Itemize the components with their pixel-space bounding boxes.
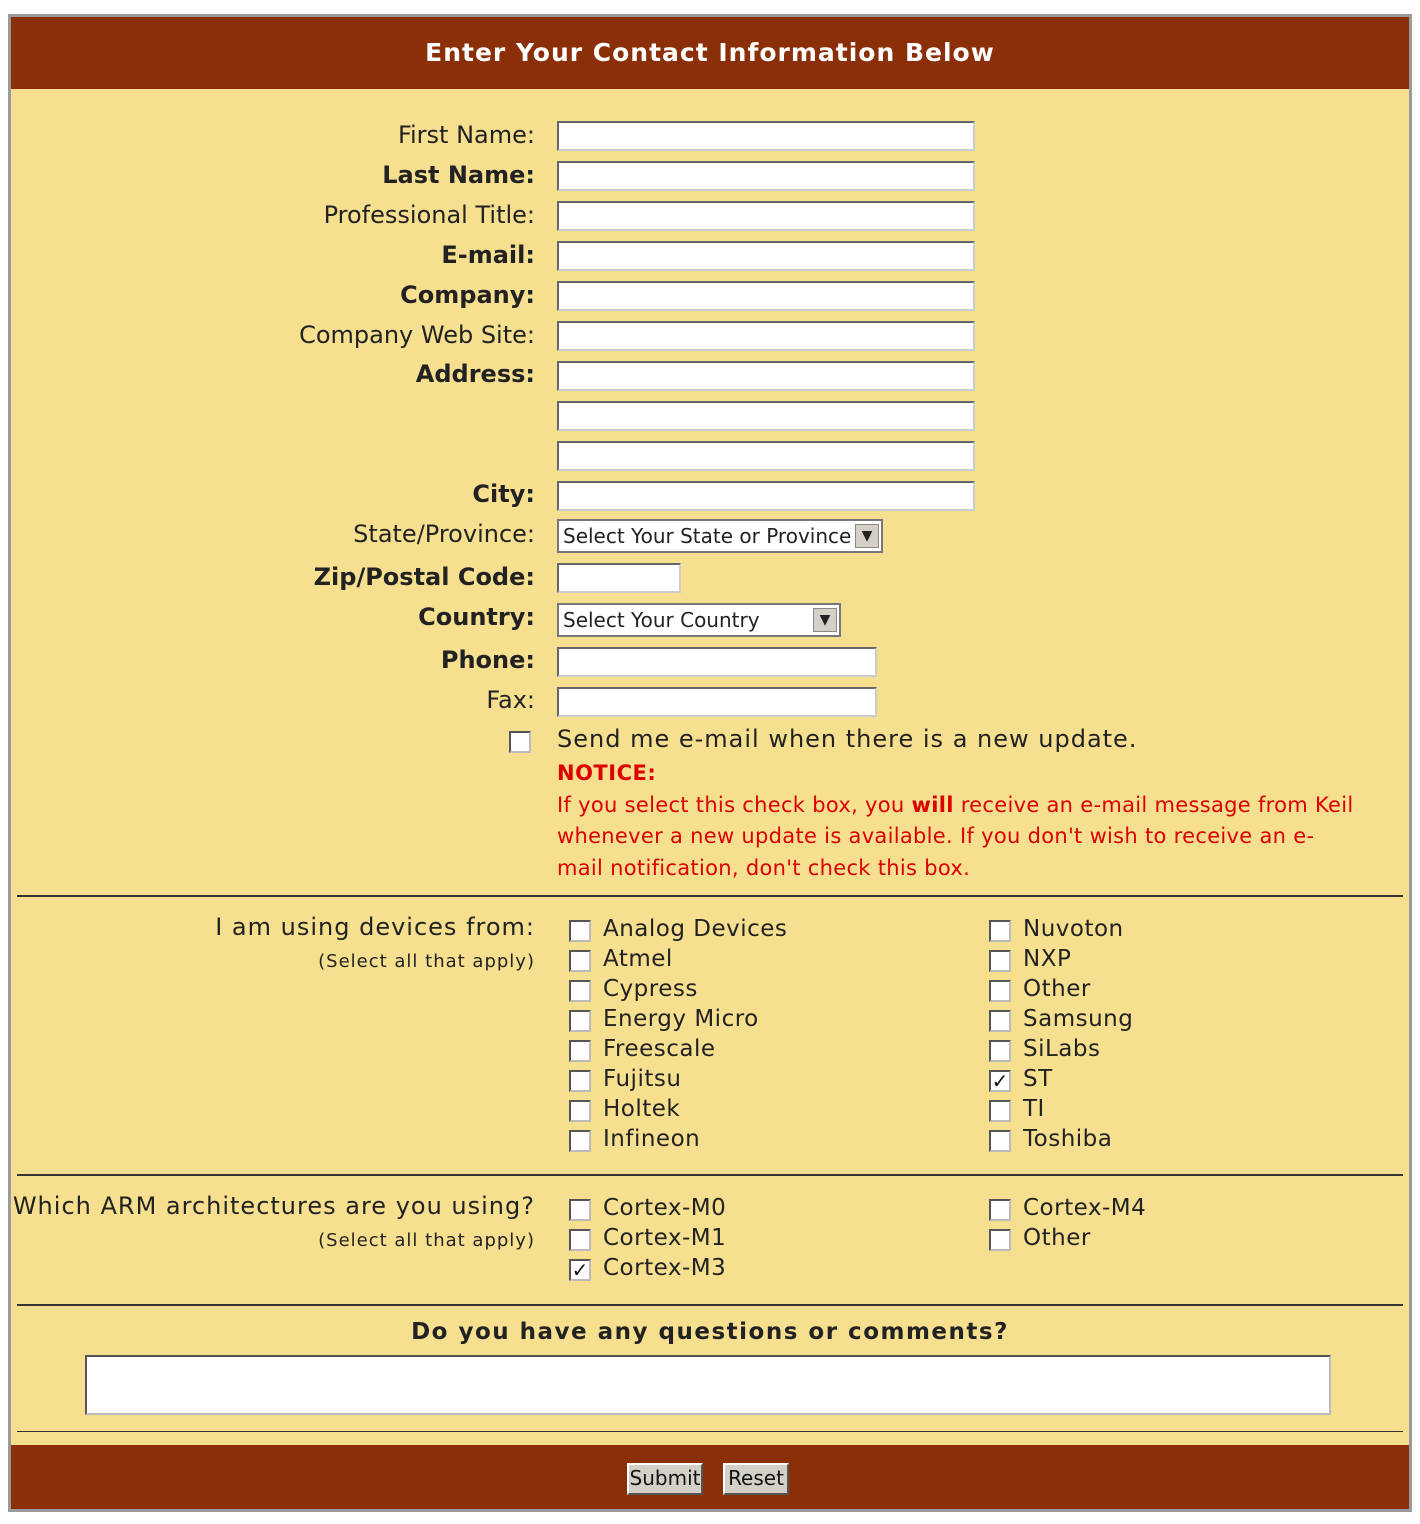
option-checkbox[interactable] — [989, 920, 1011, 942]
country-select-value: Select Your Country — [563, 608, 760, 632]
section-divider — [17, 1174, 1403, 1176]
form-footer — [11, 1445, 1409, 1509]
email-input[interactable] — [557, 241, 975, 271]
address-line2-input[interactable] — [557, 401, 975, 431]
notice-line-1: If you select this check box, you will receive an e-mail message from Keil — [557, 793, 1354, 817]
option-label: Cortex-M3 — [603, 1255, 727, 1281]
label-address: Address: — [415, 360, 535, 388]
option-checkbox[interactable]: ✓ — [569, 1259, 591, 1281]
label-country: Country: — [418, 603, 535, 631]
option-checkbox[interactable] — [569, 980, 591, 1002]
address-line1-input[interactable] — [557, 361, 975, 391]
option-label: Analog Devices — [603, 916, 788, 942]
label-company-web-site: Company Web Site: — [299, 321, 535, 349]
option-checkbox[interactable] — [569, 1130, 591, 1152]
option-checkbox[interactable] — [569, 950, 591, 972]
state-select[interactable] — [557, 519, 883, 553]
option-label: Energy Micro — [603, 1006, 759, 1032]
option-label: Nuvoton — [1023, 916, 1124, 942]
state-select-value: Select Your State or Province — [563, 524, 852, 548]
zip-input[interactable] — [557, 563, 681, 593]
arch-question: Which ARM architectures are you using? — [12, 1192, 535, 1220]
option-label: Atmel — [603, 946, 673, 972]
notice-title: NOTICE: — [557, 761, 657, 785]
option-checkbox[interactable] — [989, 1040, 1011, 1062]
option-label: Holtek — [603, 1096, 681, 1122]
option-checkbox[interactable] — [569, 1070, 591, 1092]
form-title: Enter Your Contact Information Below — [425, 38, 995, 67]
option-label: ST — [1023, 1066, 1053, 1092]
reset-button[interactable]: Reset — [723, 1463, 789, 1495]
form-header — [11, 17, 1409, 89]
option-checkbox[interactable] — [569, 1199, 591, 1221]
notice-line-3: mail notification, don't check this box. — [557, 856, 971, 880]
option-label: TI — [1023, 1096, 1045, 1122]
label-first-name: First Name: — [397, 121, 535, 149]
option-label: Fujitsu — [603, 1066, 682, 1092]
update-checkbox[interactable] — [509, 731, 531, 753]
section-divider — [17, 895, 1403, 897]
devices-hint: (Select all that apply) — [318, 951, 535, 972]
option-checkbox[interactable] — [989, 1100, 1011, 1122]
form-panel — [11, 17, 1409, 1509]
chevron-down-icon[interactable]: ▼ — [855, 524, 879, 548]
chevron-down-icon[interactable]: ▼ — [813, 608, 837, 632]
label-company: Company: — [400, 281, 535, 309]
city-input[interactable] — [557, 481, 975, 511]
notice-line-2: whenever a new update is available. If you don't wish to receive an e- — [557, 824, 1315, 848]
label-city: City: — [472, 480, 535, 508]
option-checkbox[interactable] — [569, 1100, 591, 1122]
option-checkbox[interactable] — [989, 1010, 1011, 1032]
option-checkbox[interactable]: ✓ — [989, 1070, 1011, 1092]
option-label: SiLabs — [1023, 1036, 1101, 1062]
option-checkbox[interactable] — [989, 1130, 1011, 1152]
option-label: Cortex-M0 — [603, 1195, 727, 1221]
last-name-input[interactable] — [557, 161, 975, 191]
option-checkbox[interactable] — [569, 1010, 591, 1032]
label-phone: Phone: — [440, 646, 535, 674]
label-state-province: State/Province: — [353, 520, 535, 548]
option-label: Cypress — [603, 976, 698, 1002]
devices-question: I am using devices from: — [215, 913, 535, 941]
company-input[interactable] — [557, 281, 975, 311]
first-name-input[interactable] — [557, 121, 975, 151]
option-label: Cortex-M4 — [1023, 1195, 1147, 1221]
country-select[interactable] — [557, 603, 841, 637]
label-zip: Zip/Postal Code: — [313, 563, 535, 591]
option-checkbox[interactable] — [569, 1040, 591, 1062]
option-label: Freescale — [603, 1036, 716, 1062]
comments-question: Do you have any questions or comments? — [411, 1319, 1009, 1345]
comments-textarea[interactable] — [85, 1355, 1331, 1415]
update-checkbox-label: Send me e-mail when there is a new update. — [557, 725, 1138, 753]
option-checkbox[interactable] — [989, 1199, 1011, 1221]
option-label: Toshiba — [1023, 1126, 1113, 1152]
option-label: Samsung — [1023, 1006, 1134, 1032]
label-email: E-mail: — [441, 241, 535, 269]
option-checkbox[interactable] — [569, 920, 591, 942]
option-label: Infineon — [603, 1126, 701, 1152]
option-checkbox[interactable] — [989, 980, 1011, 1002]
phone-input[interactable] — [557, 647, 877, 677]
section-divider — [17, 1431, 1403, 1432]
option-checkbox[interactable] — [569, 1229, 591, 1251]
label-fax: Fax: — [486, 686, 535, 714]
option-label: Other — [1023, 1225, 1091, 1251]
option-checkbox[interactable] — [989, 1229, 1011, 1251]
arch-hint: (Select all that apply) — [318, 1230, 535, 1251]
professional-title-input[interactable] — [557, 201, 975, 231]
label-last-name: Last Name: — [382, 161, 535, 189]
company-web-site-input[interactable] — [557, 321, 975, 351]
submit-button[interactable]: Submit — [627, 1463, 703, 1495]
option-label: Other — [1023, 976, 1091, 1002]
address-line3-input[interactable] — [557, 441, 975, 471]
label-professional-title: Professional Title: — [323, 201, 535, 229]
option-label: Cortex-M1 — [603, 1225, 727, 1251]
fax-input[interactable] — [557, 687, 877, 717]
option-checkbox[interactable] — [989, 950, 1011, 972]
option-label: NXP — [1023, 946, 1072, 972]
section-divider — [17, 1304, 1403, 1306]
